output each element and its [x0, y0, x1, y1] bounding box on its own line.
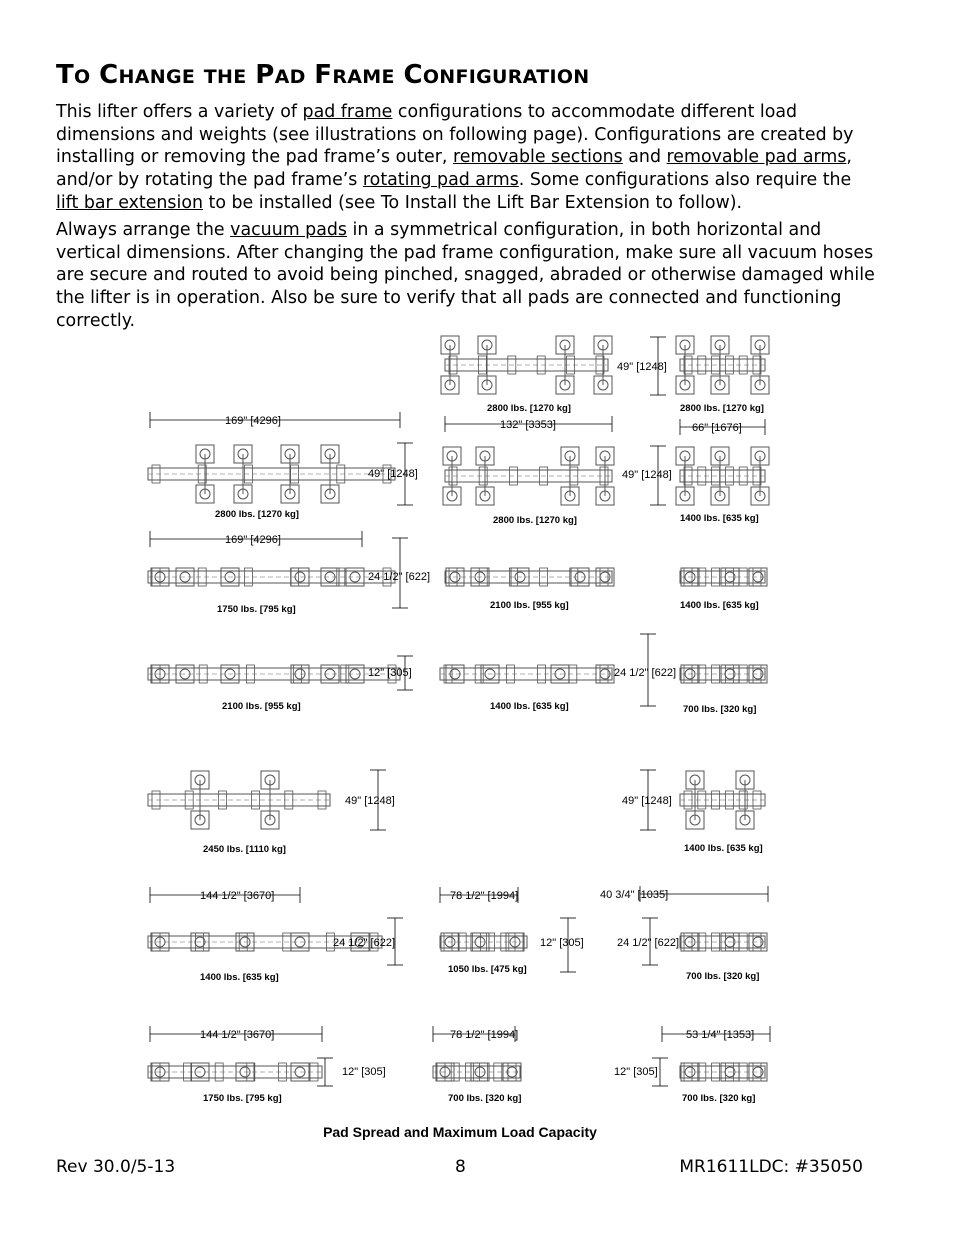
dimension-label: 40 3/4" [1035]	[600, 889, 669, 901]
title-word: FRAME	[314, 60, 395, 90]
dimension-label: 12" [305]	[540, 937, 584, 949]
pad-frame-beam	[148, 668, 400, 680]
underlined-term: removable sections	[452, 147, 623, 168]
footer-page-number: 8	[455, 1157, 466, 1177]
load-capacity-label: 1750 lbs. [795 kg]	[217, 604, 296, 615]
paragraph-text: This lifter offers a variety of	[56, 102, 303, 122]
load-capacity-label: 1400 lbs. [635 kg]	[680, 600, 759, 611]
dimension-label: 24 1/2" [622]	[368, 571, 431, 583]
dimension-label: 12" [305]	[368, 667, 412, 679]
load-capacity-label: 700 lbs. [320 kg]	[686, 971, 760, 982]
dimension-label: 169" [4296]	[225, 415, 281, 427]
paragraph-text: and	[622, 147, 667, 168]
underlined-term: rotating pad arms	[362, 170, 519, 191]
underlined-term: vacuum pads	[230, 220, 347, 240]
load-capacity-label: 700 lbs. [320 kg]	[682, 1093, 756, 1104]
dimension-label: 24 1/2" [622]	[333, 937, 396, 949]
paragraph-text: to be installed (see To Install the Lift Bar Extension to follow).	[202, 192, 743, 213]
load-capacity-label: 2100 lbs. [955 kg]	[490, 600, 569, 611]
dimension-label: 24 1/2" [622]	[614, 667, 677, 679]
dimension-label: 49" [1248]	[617, 361, 667, 373]
underlined-term: lift bar extension	[56, 192, 203, 213]
load-capacity-label: 1400 lbs. [635 kg]	[200, 972, 279, 983]
load-capacity-label: 2800 lbs. [1270 kg]	[487, 403, 571, 414]
title-word: TO	[56, 60, 91, 90]
dimension-label: 144 1/2" [3670]	[200, 890, 275, 902]
title-word: CONFIGURATION	[403, 60, 590, 90]
dimension-label: 49" [1248]	[368, 468, 418, 480]
underlined-term: pad frame	[302, 102, 393, 122]
dimension-label: 49" [1248]	[622, 795, 672, 807]
dimension-label: 12" [305]	[614, 1066, 658, 1078]
dimension-label: 49" [1248]	[622, 469, 672, 481]
figure-caption: Pad Spread and Maximum Load Capacity	[323, 1124, 597, 1140]
load-capacity-label: 2800 lbs. [1270 kg]	[493, 515, 577, 526]
paragraph-text: in a symmetrical configuration, in both horizontal and vertical dimensions. After changing the pad frame configuration, make sure all vacuum hoses are secure and routed to avoid being pinched, snagged, abraded or otherwise damaged while the lifter is in operation. Also be sure to verify that all pads are connected and functioning correctly.	[56, 220, 875, 331]
load-capacity-label: 1400 lbs. [635 kg]	[684, 843, 763, 854]
dimension-label: 78 1/2" [1994]	[450, 890, 519, 902]
load-capacity-label: 2800 lbs. [1270 kg]	[215, 509, 299, 520]
load-capacity-label: 700 lbs. [320 kg]	[448, 1093, 522, 1104]
load-capacity-label: 1400 lbs. [635 kg]	[680, 513, 759, 524]
load-capacity-label: 1750 lbs. [795 kg]	[203, 1093, 282, 1104]
dimension-label: 144 1/2" [3670]	[200, 1029, 275, 1041]
dimension-label: 132" [3353]	[500, 419, 556, 431]
dimension-label: 53 1/4" [1353]	[686, 1029, 755, 1041]
load-capacity-label: 2800 lbs. [1270 kg]	[680, 403, 764, 414]
dimension-label: 78 1/2" [1994]	[450, 1029, 519, 1041]
footer-revision: Rev 30.0/5-13	[56, 1157, 176, 1177]
load-capacity-label: 700 lbs. [320 kg]	[683, 704, 757, 715]
load-capacity-label: 1400 lbs. [635 kg]	[490, 701, 569, 712]
dimension-label: 49" [1248]	[345, 795, 395, 807]
dimension-label: 24 1/2" [622]	[617, 937, 680, 949]
dimension-label: 169" [4296]	[225, 534, 281, 546]
title-word: CHANGE	[99, 60, 196, 90]
title-word: THE	[203, 66, 247, 88]
load-capacity-label: 1050 lbs. [475 kg]	[448, 964, 527, 975]
footer-document-id: MR1611LDC: #35050	[679, 1157, 863, 1177]
load-capacity-label: 2100 lbs. [955 kg]	[222, 701, 301, 712]
paragraph-text: Always arrange the	[56, 220, 231, 240]
paragraph-text: . Some configurations also require the	[518, 170, 852, 191]
underlined-term: removable pad arms	[666, 147, 847, 168]
title-word: PAD	[255, 60, 306, 90]
dimension-label: 66" [1676]	[692, 422, 742, 434]
paragraph-text: configurations to accommodate different load dimensions and weights (see illustrations on following page). Configurations are created by installing or removing the pad frame’s outer,	[56, 102, 854, 168]
dimension-label: 12" [305]	[342, 1066, 386, 1078]
paragraph-text: , and/or by rotating the pad frame’s	[56, 147, 852, 191]
load-capacity-label: 2450 lbs. [1110 kg]	[203, 844, 286, 855]
